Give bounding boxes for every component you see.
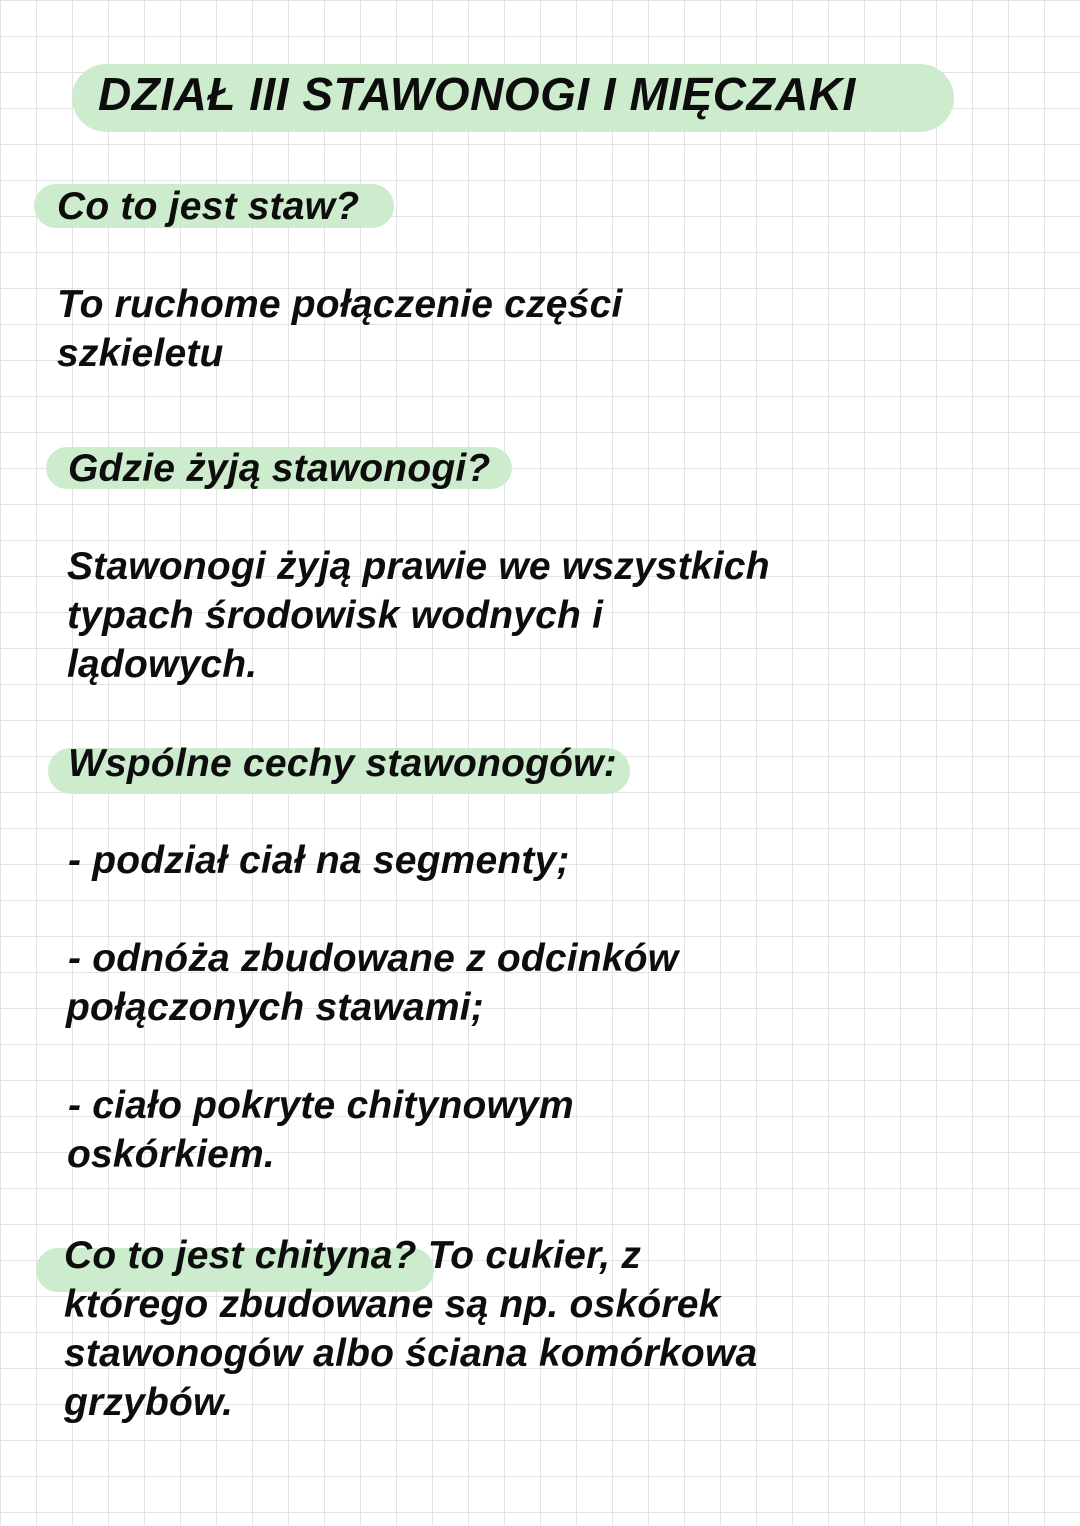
feature-2-line-2: połączonych stawami; bbox=[66, 986, 484, 1029]
chitin-line-2: którego zbudowane są np. oskórek bbox=[64, 1283, 721, 1326]
answer-habitat-line-3: lądowych. bbox=[67, 643, 258, 686]
answer-habitat-line-2: typach środowisk wodnych i bbox=[67, 594, 604, 637]
question-where-arthropods-live: Gdzie żyją stawonogi? bbox=[68, 447, 491, 490]
heading-common-features: Wspólne cechy stawonogów: bbox=[68, 742, 617, 785]
feature-2-line-1: - odnóża zbudowane z odcinków bbox=[68, 937, 679, 980]
question-what-is-joint: Co to jest staw? bbox=[57, 185, 360, 228]
chitin-line-1: Co to jest chityna? To cukier, z bbox=[64, 1234, 642, 1277]
page-title: DZIAŁ III STAWONOGI I MIĘCZAKI bbox=[98, 68, 856, 120]
chitin-line-4: grzybów. bbox=[64, 1381, 234, 1424]
feature-1-line-1: - podział ciał na segmenty; bbox=[68, 839, 570, 882]
answer-joint-line-1: To ruchome połączenie części bbox=[57, 283, 623, 326]
chitin-line-3: stawonogów albo ściana komórkowa bbox=[64, 1332, 758, 1375]
answer-joint-line-2: szkieletu bbox=[57, 332, 224, 375]
feature-3-line-2: oskórkiem. bbox=[67, 1133, 275, 1176]
answer-habitat-line-1: Stawonogi żyją prawie we wszystkich bbox=[67, 545, 770, 588]
feature-3-line-1: - ciało pokryte chitynowym bbox=[68, 1084, 574, 1127]
